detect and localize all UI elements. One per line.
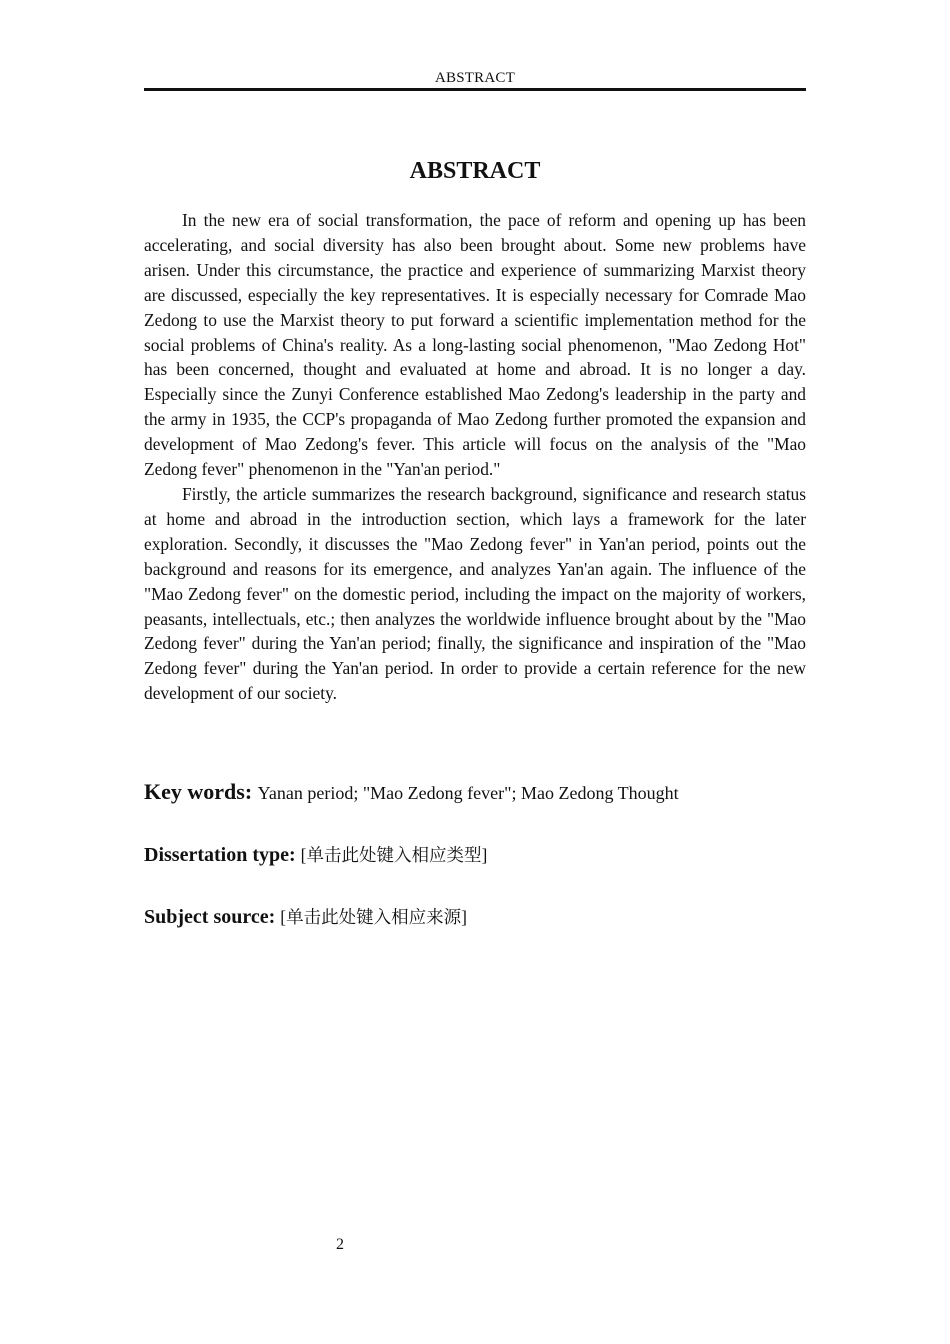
page-number: 2 — [336, 1236, 344, 1253]
subject-source-placeholder[interactable]: [单击此处键入相应来源] — [280, 907, 467, 927]
keywords-line — [144, 779, 806, 805]
abstract-paragraph-2: Firstly, the article summarizes the research background, significance and research status at home and abroad in the introduction section, which lays a framework for the later exploration. Secondly, it discusses the "Mao Zedong fever" in Yan'an period, points out the background and reasons for its emergence, and analyzes Yan'an again. The influence of the "Mao Zedong fever" on the domestic period, including the impact on the majority of workers, peasants, intellectuals, etc.; then analyzes the worldwide influence brought about by the "Mao Zedong fever" during the Yan'an period; finally, the significance and inspiration of the "Mao Zedong fever" during the Yan'an period. In order to provide a certain reference for the new development of our society. — [144, 483, 806, 704]
dissertation-type-line — [144, 842, 806, 867]
running-header: ABSTRACT — [435, 70, 515, 86]
dissertation-type-label: Dissertation type: — [144, 844, 296, 866]
keywords-label: Key words: — [144, 779, 253, 804]
abstract-body — [144, 208, 806, 706]
subject-source-line — [144, 904, 806, 929]
dissertation-type-placeholder[interactable]: [单击此处键入相应类型] — [300, 845, 488, 865]
subject-source-label: Subject source: — [144, 906, 276, 928]
header-rule — [144, 88, 806, 91]
abstract-paragraph-1: In the new era of social transformation, the pace of reform and opening up has been accelerating, and social diversity has also been brought about. Some new problems have arisen. Under this circumstance, the practice and experience of summarizing Marxist theory are discussed, especially the key representatives. It is especially necessary for Comrade Mao Zedong to use the Marxist theory to put forward a scientific implementation method for the social problems of China's reality. As a long-lasting social phenomenon, "Mao Zedong Hot" has been concerned, thought and evaluated at home and abroad. It is no longer a day. Especially since the Zunyi Conference established Mao Zedong's leadership in the party and the army in 1935, the CCP's propaganda of Mao Zedong further promoted the expansion and development of Mao Zedong's fever. This article will focus on the analysis of the "Mao Zedong fever" phenomenon in the "Yan'an period." — [144, 210, 806, 480]
keywords-value: Yanan period; "Mao Zedong fever"; Mao Zedong Thought — [257, 783, 679, 803]
page-title: ABSTRACT — [409, 158, 541, 184]
